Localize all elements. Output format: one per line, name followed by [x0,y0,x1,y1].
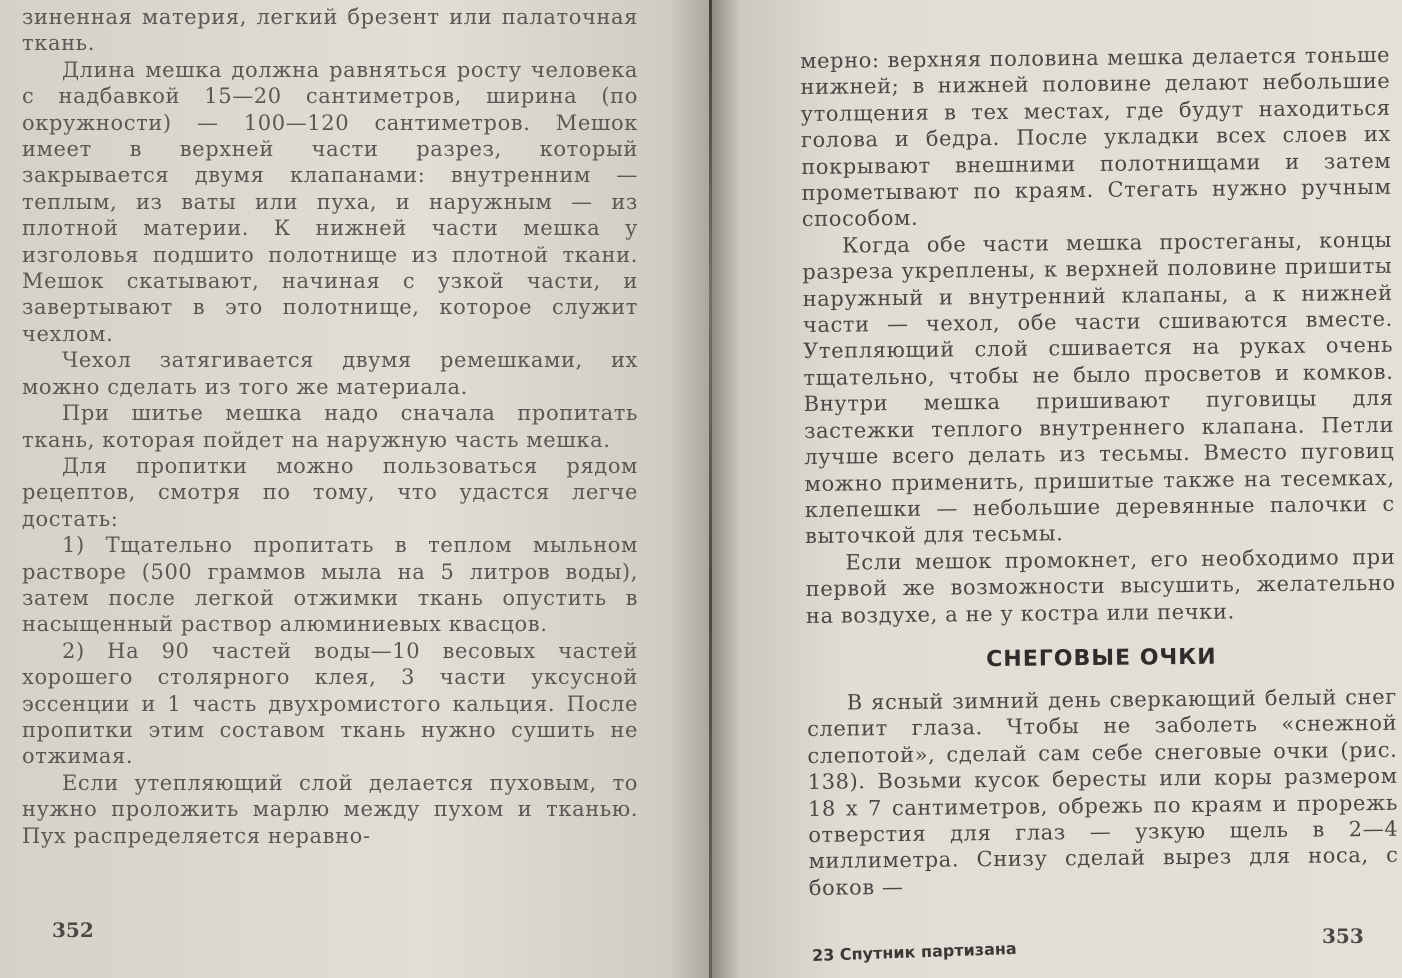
right-paragraph: мерно: верхняя половина мешка делается тоньше нижней; в нижней половине делают небольшие утолщения в тех местах, где будут находиться голова и бедра. После укладки всех слоев их покрывают внешними полотнищами и затем прометывают по краям. Стегать нужно ручным способом. [800,42,1392,232]
right-paragraph: Когда обе части мешка простеганы, концы разреза укреплены, к верхней половине пришиты наружный и внутренний клапаны, а к нижней части — чехол, обе части сшиваются вместе. Утепляющий слой сшивается на руках очень тщательно, чтобы не было просветов и комков. Внутри мешка пришивают пуговицы для застежки теплого внутреннего клапана. Петли лучше всего делать из тесьмы. Вместо пуговиц можно применить, пришитые также на тесемках, клепешки — небольшие деревянные палочки с выточкой для тесьмы. [802,227,1395,549]
left-paragraph: Длина мешка должна равняться росту человека с надбавкой 15—20 сантиметров, ширина (по окружности) — 100—120 сантиметров. Мешок имеет в верхней части разрез, который закрывается двумя клапанами: внутренним — теплым, из ваты или пуха, и наружным — из плотной материи. К нижней части мешка у изголовья подшито полотнище из плотной ткани. Мешок скатывают, начиная с узкой части, и завертывают в это полотнище, которое служит чехлом. [22,57,638,346]
right-paragraph: Если мешок промокнет, его необходимо при первой же возможности высушить, желательно на воздухе, а не у костра или печки. [805,544,1396,628]
signature-mark: 23 Спутник партизана [811,938,1017,965]
left-paragraph: 1) Тщательно пропитать в теплом мыльном растворе (500 граммов мыла на 5 литров воды), затем после легкой отжимки ткань опустить в насыщенный раствор алюминиевых квасцов. [22,533,638,637]
left-text-column [22,4,638,849]
section-heading: СНЕГОВЫЕ ОЧКИ [986,644,1217,673]
right-page [712,0,1402,978]
left-paragraph: При шитье мешка надо сначала пропитать ткань, которая пойдет на наружную часть мешка. [22,401,638,452]
right-paragraph: В ясный зимний день сверкающий белый снег слепит глаза. Чтобы не заболеть «снежной слепотой», сделай сам себе снеговые очки (рис. 138). Возьми кусок бересты или коры размером 18 х 7 сантиметров, обрежь по краям и прорежь отверстия для глаз — узкую щель в 2—4 миллиметра. Снизу сделай вырез для носа, с боков — [807,684,1399,900]
page-number: 353 [1322,924,1364,948]
left-paragraph: Чехол затягивается двумя ремешками, их можно сделать из того же материала. [22,348,638,399]
left-paragraph: Для пропитки можно пользоваться рядом рецептов, смотря по тому, что удастся легче достать: [22,453,638,531]
page-number: 352 [52,918,94,942]
left-paragraph: Если утепляющий слой делается пуховым, то нужно проложить марлю между пухом и тканью. Пух распределяется неравно- [22,770,638,848]
left-paragraph: зиненная материя, легкий брезент или палаточная ткань. [22,5,638,56]
right-text-column [800,42,1399,901]
left-paragraph: 2) На 90 частей воды—10 весовых частей хорошего столярного клея, 3 части уксусной эссенции и 1 часть двухромистого кальция. После пропитки этим составом ткань нужно сушить не отжимая. [22,638,638,769]
